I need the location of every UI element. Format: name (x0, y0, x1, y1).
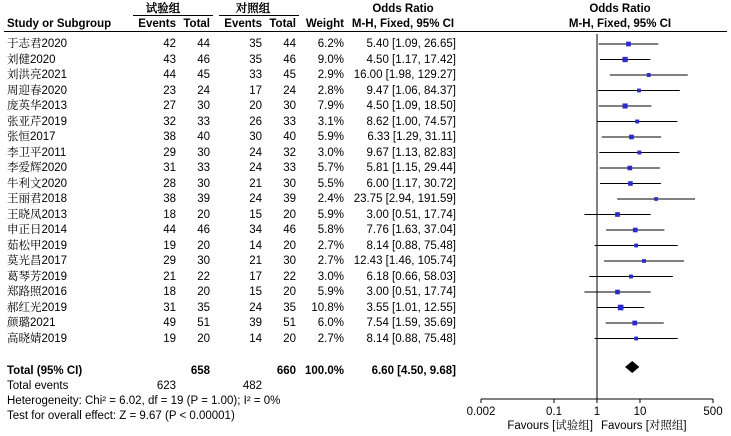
or-ci: 8.14 [0.88, 75.48] (366, 332, 456, 345)
point-estimate-marker (615, 212, 620, 217)
events-ctrl: 24 (249, 162, 262, 174)
point-estimate-marker (635, 120, 639, 124)
study-name: 李爱辉2020 (7, 162, 68, 174)
events-exp: 49 (163, 317, 176, 329)
total-ctrl: 20 (283, 286, 296, 298)
total-ctrl: 33 (283, 162, 296, 174)
or-ci: 16.00 [1.98, 129.27] (353, 69, 456, 81)
events-exp: 31 (163, 301, 176, 314)
events-ctrl: 24 (249, 301, 262, 314)
events-ctrl: 20 (249, 100, 262, 112)
point-estimate-marker (632, 321, 637, 326)
point-estimate-marker (634, 337, 638, 341)
events-exp: 38 (163, 131, 176, 143)
total-ctrl: 46 (283, 53, 296, 66)
total-ctrl-header: Total (269, 18, 296, 30)
point-estimate-marker (642, 259, 646, 263)
events-ctrl: 35 (249, 53, 262, 66)
point-estimate-marker (634, 244, 638, 248)
total-exp: 39 (197, 193, 210, 205)
point-estimate-marker (615, 290, 620, 295)
study-name: 刘洪亮2021 (7, 69, 68, 81)
point-estimate-marker (623, 103, 628, 108)
events-exp: 38 (163, 193, 176, 205)
total-ctrl: 20 (283, 208, 296, 221)
events-exp: 29 (163, 146, 176, 159)
study-name: 颜璐2021 (7, 317, 56, 329)
plot-method-header: M-H, Fixed, 95% CI (568, 18, 672, 30)
total-exp: 30 (197, 177, 210, 190)
point-estimate-marker (637, 151, 641, 155)
total-ctrl: 20 (283, 239, 296, 252)
events-exp: 31 (163, 162, 176, 174)
overall-effect-text: Test for overall effect: Z = 9.67 (P < 0.00001) (7, 410, 235, 422)
favours-right-label: Favours [对照组] (601, 420, 687, 432)
weight: 2.4% (317, 193, 344, 205)
events-ctrl: 35 (249, 38, 262, 50)
weight: 5.8% (317, 224, 344, 236)
plot-title-header: Odds Ratio (589, 3, 651, 15)
weight: 2.7% (317, 239, 344, 252)
x-tick-label: 500 (703, 406, 723, 418)
events-exp: 28 (163, 177, 176, 190)
total-ctrl: 30 (283, 177, 296, 190)
weight-header: Weight (305, 18, 344, 30)
x-tick-label: 10 (633, 406, 647, 418)
study-name: 张亚芹2019 (7, 115, 68, 128)
events-exp: 19 (163, 239, 176, 252)
total-exp: 30 (197, 255, 210, 267)
total-ctrl: 40 (283, 131, 296, 143)
total-exp: 20 (197, 332, 210, 345)
total-ctrl: 35 (283, 301, 296, 314)
point-estimate-marker (622, 57, 627, 62)
heterogeneity-text: Heterogeneity: Chi² = 6.02, df = 19 (P = 1.00); I² = 0% (7, 395, 281, 407)
total-exp: 45 (197, 69, 210, 81)
study-name: 葛琴芳2019 (7, 270, 68, 283)
events-exp: 27 (163, 100, 176, 112)
study-name: 牛利文2020 (7, 177, 68, 190)
total-label: Total (95% CI) (7, 365, 83, 377)
study-name: 庞英华2013 (7, 100, 68, 112)
weight: 10.8% (311, 301, 344, 314)
or-ci: 9.67 [1.13, 82.83] (366, 146, 456, 159)
total-ctrl: 46 (283, 224, 296, 236)
or-ci: 8.14 [0.88, 75.48] (366, 239, 456, 252)
favours-left-label: Favours [试验组] (507, 420, 593, 432)
total-exp: 46 (197, 224, 210, 236)
study-name: 周迎春2020 (7, 84, 68, 97)
point-estimate-marker (633, 228, 638, 233)
total-ctrl: 39 (283, 193, 296, 205)
or-ci: 6.18 [0.66, 58.03] (366, 270, 456, 283)
total-events-ctrl: 482 (242, 380, 262, 392)
events-ctrl: 21 (249, 177, 262, 190)
total-exp: 33 (197, 162, 210, 174)
total-ctrl: 20 (283, 332, 296, 345)
or-ci: 8.62 [1.00, 74.57] (366, 115, 456, 128)
weight: 7.9% (317, 100, 344, 112)
weight: 5.9% (317, 286, 344, 298)
weight: 2.7% (317, 332, 344, 345)
total-events-label: Total events (7, 380, 69, 392)
events-ctrl: 21 (249, 255, 262, 267)
events-ctrl: 15 (249, 208, 262, 221)
total-exp: 24 (197, 84, 210, 97)
events-ctrl: 17 (249, 270, 262, 283)
or-ci: 4.50 [1.09, 18.50] (366, 100, 456, 112)
or-ci: 6.00 [1.17, 30.72] (366, 177, 456, 190)
pooled-diamond (625, 361, 639, 373)
group-ctrl-header: 对照组 (235, 3, 271, 15)
x-tick-label: 1 (593, 406, 601, 418)
or-ci: 3.00 [0.51, 17.74] (366, 286, 456, 298)
or-ci: 7.76 [1.63, 37.04] (366, 224, 456, 236)
total-ctrl: 45 (283, 69, 296, 81)
total-exp: 44 (197, 38, 210, 50)
or-ci: 12.43 [1.46, 105.74] (353, 255, 456, 267)
x-tick-label: 0.002 (466, 406, 496, 418)
total-exp: 51 (197, 317, 210, 329)
weight: 5.9% (317, 208, 344, 221)
weight: 6.0% (317, 317, 344, 329)
study-column-header: Study or Subgroup (7, 18, 112, 30)
weight: 9.0% (317, 53, 344, 66)
events-exp: 29 (163, 255, 176, 267)
or-ci: 23.75 [2.94, 191.59] (353, 193, 456, 205)
total-ci: 6.60 [4.50, 9.68] (371, 365, 456, 377)
study-name: 茹松甲2019 (7, 239, 68, 252)
events-exp: 44 (163, 69, 176, 81)
or-method-header: M-H, Fixed, 95% CI (351, 18, 455, 30)
weight: 5.5% (317, 177, 344, 190)
total-exp: 30 (197, 146, 210, 159)
point-estimate-marker (647, 73, 651, 77)
weight: 2.8% (317, 84, 344, 97)
study-name: 王晓凤2013 (7, 208, 68, 221)
study-name: 刘健2020 (7, 53, 56, 66)
total-ctrl: 30 (283, 100, 296, 112)
events-ctrl: 14 (249, 239, 262, 252)
or-ci: 4.50 [1.17, 17.42] (366, 53, 456, 66)
point-estimate-marker (618, 305, 624, 311)
total-exp: 35 (197, 301, 210, 314)
total-exp: 46 (197, 53, 210, 66)
or-ci: 7.54 [1.59, 35.69] (366, 317, 456, 329)
or-ci: 3.00 [0.51, 17.74] (366, 208, 456, 221)
total-exp: 20 (197, 286, 210, 298)
study-name: 郝红光2019 (7, 301, 68, 314)
or-ci: 6.33 [1.29, 31.11] (367, 131, 456, 143)
total-exp: 22 (197, 270, 210, 283)
study-name: 王丽君2018 (7, 193, 68, 205)
point-estimate-marker (654, 197, 658, 201)
events-ctrl: 24 (249, 146, 262, 159)
or-ci: 5.81 [1.15, 29.44] (366, 162, 456, 174)
total-exp: 33 (197, 115, 210, 128)
total-ctrl: 44 (283, 38, 296, 50)
events-ctrl: 33 (249, 69, 262, 81)
weight: 2.9% (317, 69, 344, 81)
events-ctrl: 34 (249, 224, 262, 236)
events-ctrl: 30 (249, 131, 262, 143)
x-tick-label: 0.1 (546, 406, 563, 418)
events-exp: 44 (163, 224, 176, 236)
events-exp: 21 (163, 270, 176, 283)
total-ctrl: 22 (283, 270, 296, 283)
total-ctrl-total: 660 (276, 365, 296, 377)
events-exp: 18 (163, 286, 176, 298)
total-exp-header: Total (183, 18, 210, 30)
point-estimate-marker (629, 275, 633, 279)
total-ctrl: 24 (283, 84, 296, 97)
or-ci: 9.47 [1.06, 84.37] (366, 84, 456, 97)
study-name: 莫光昌2017 (7, 255, 68, 267)
or-ci: 3.55 [1.01, 12.55] (366, 301, 456, 314)
weight: 3.0% (317, 270, 344, 283)
weight: 3.0% (317, 146, 344, 159)
total-exp: 30 (197, 100, 210, 112)
study-name: 李卫平2011 (7, 146, 67, 159)
events-exp-header: Events (138, 18, 176, 30)
point-estimate-marker (626, 42, 631, 47)
total-exp: 20 (197, 239, 210, 252)
total-exp: 20 (197, 208, 210, 221)
events-ctrl: 17 (249, 84, 262, 97)
events-exp: 43 (163, 53, 176, 66)
point-estimate-marker (629, 135, 634, 140)
total-events-exp: 623 (156, 380, 176, 392)
total-weight: 100.0% (304, 365, 344, 377)
weight: 5.9% (317, 131, 344, 143)
study-name: 郑路照2016 (7, 286, 68, 298)
events-exp: 32 (163, 115, 176, 128)
weight: 3.1% (317, 115, 344, 128)
events-ctrl: 14 (249, 332, 262, 345)
total-exp: 40 (197, 131, 210, 143)
study-name: 申正日2014 (7, 224, 68, 236)
events-exp: 18 (163, 208, 176, 221)
total-ctrl: 32 (283, 146, 296, 159)
group-exp-header: 试验组 (145, 3, 181, 15)
events-ctrl: 15 (249, 286, 262, 298)
events-exp: 42 (163, 38, 176, 50)
point-estimate-marker (628, 181, 633, 186)
total-ctrl: 51 (283, 317, 296, 329)
study-name: 高晓婧2019 (7, 332, 68, 345)
events-ctrl: 24 (249, 193, 262, 205)
point-estimate-marker (637, 89, 641, 93)
or-title-header: Odds Ratio (372, 3, 434, 15)
weight: 2.7% (317, 255, 344, 267)
total-ctrl: 30 (283, 255, 296, 267)
events-exp: 23 (163, 84, 176, 97)
weight: 6.2% (317, 38, 344, 50)
total-exp-total: 658 (190, 365, 210, 377)
total-ctrl: 33 (283, 115, 296, 128)
or-ci: 5.40 [1.09, 26.65] (366, 38, 456, 50)
study-name: 张恒2017 (7, 131, 56, 143)
events-ctrl: 39 (249, 317, 262, 329)
events-exp: 19 (163, 332, 176, 345)
study-name: 于志君2020 (7, 38, 68, 50)
events-ctrl: 26 (249, 115, 262, 128)
point-estimate-marker (628, 166, 633, 171)
events-ctrl-header: Events (224, 18, 262, 30)
weight: 5.7% (317, 162, 344, 174)
